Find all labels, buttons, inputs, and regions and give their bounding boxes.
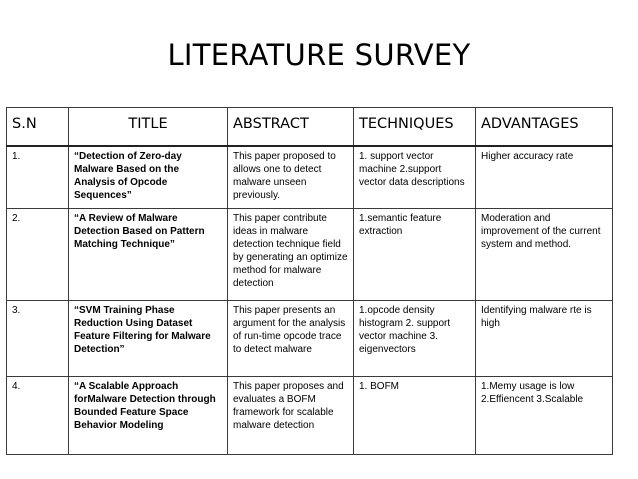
literature-survey-table xyxy=(6,107,613,455)
cell-title: “SVM Training Phase Reduction Using Dataset Feature Filtering for Malware Detection” xyxy=(69,300,228,376)
cell-techniques: 1.semantic feature extraction xyxy=(354,208,476,300)
cell-techniques: 1. support vector machine 2.support vector data descriptions xyxy=(354,146,476,209)
cell-advantages: 1.Memy usage is low 2.Effiencent 3.Scalable xyxy=(476,376,613,454)
cell-sn: 1. xyxy=(7,146,69,209)
table-row xyxy=(7,300,613,376)
table-row xyxy=(7,146,613,209)
header-sn: S.N xyxy=(7,108,69,146)
cell-sn: 4. xyxy=(7,376,69,454)
cell-title: “A Scalable Approach forMalware Detection through Bounded Feature Space Behavior Modeling xyxy=(69,376,228,454)
cell-techniques: 1.opcode density histogram 2. support vector machine 3. eigenvectors xyxy=(354,300,476,376)
cell-abstract: This paper contribute ideas in malware detection technique field by generating an optimize method for malware detection xyxy=(228,208,354,300)
header-title: TITLE xyxy=(69,108,228,146)
table-row xyxy=(7,208,613,300)
header-advantages: ADVANTAGES xyxy=(476,108,613,146)
cell-title: “Detection of Zero-day Malware Based on the Analysis of Opcode Sequences” xyxy=(69,146,228,209)
slide-title: LITERATURE SURVEY xyxy=(167,38,471,72)
cell-title: “A Review of Malware Detection Based on Pattern Matching Technique” xyxy=(69,208,228,300)
cell-abstract: This paper proposes and evaluates a BOFM framework for scalable malware detection xyxy=(228,376,354,454)
header-techniques: TECHNIQUES xyxy=(354,108,476,146)
cell-advantages: Identifying malware rte is high xyxy=(476,300,613,376)
table-row xyxy=(7,376,613,454)
cell-abstract: This paper proposed to allows one to detect malware unseen previously. xyxy=(228,146,354,209)
cell-techniques: 1. BOFM xyxy=(354,376,476,454)
header-abstract: ABSTRACT xyxy=(228,108,354,146)
cell-advantages: Moderation and improvement of the current system and method. xyxy=(476,208,613,300)
cell-sn: 2. xyxy=(7,208,69,300)
header-row xyxy=(7,108,613,146)
cell-advantages: Higher accuracy rate xyxy=(476,146,613,209)
cell-sn: 3. xyxy=(7,300,69,376)
cell-abstract: This paper presents an argument for the analysis of run-time opcode trace to detect malware xyxy=(228,300,354,376)
